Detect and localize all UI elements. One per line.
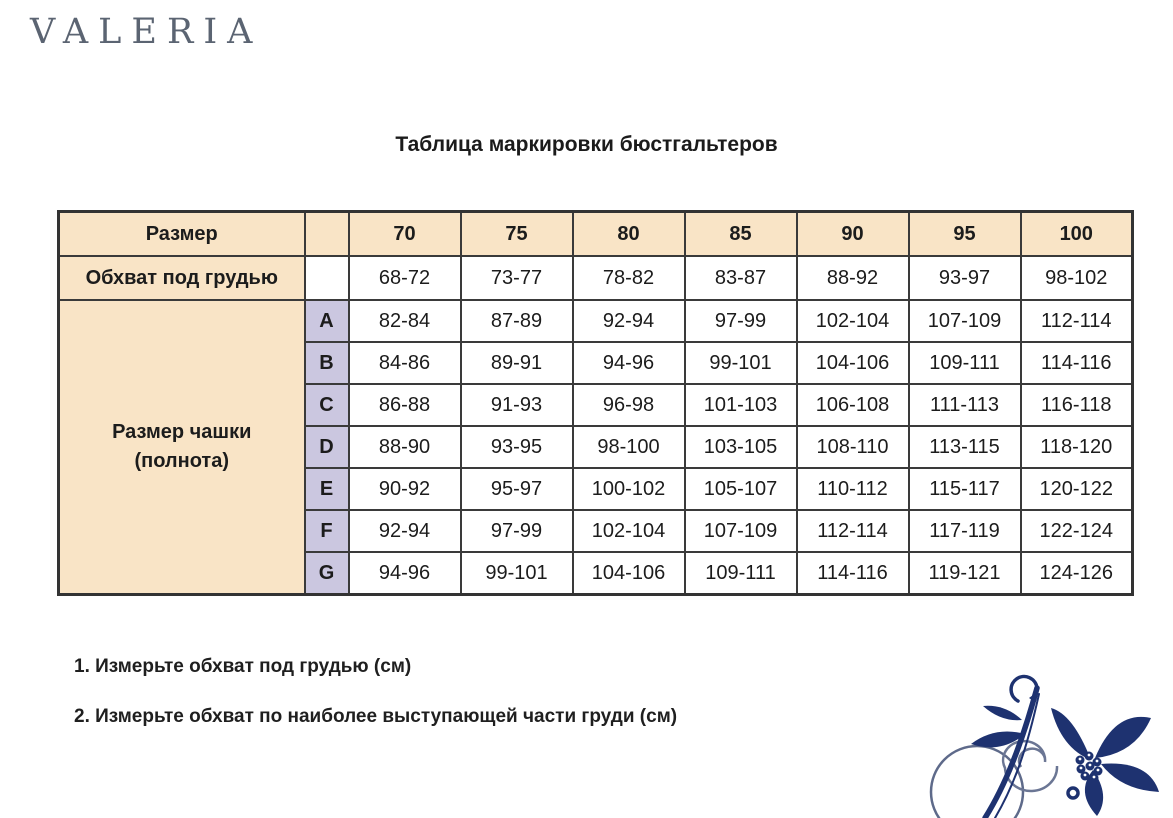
- table-cell: 107-109: [909, 300, 1021, 342]
- table-cell: 112-114: [797, 510, 909, 552]
- table-cell: 120-122: [1021, 468, 1133, 510]
- bra-size-chart-table: [57, 210, 1134, 596]
- brand-logo: VALERIA: [30, 12, 263, 52]
- cup-letter: E: [305, 468, 349, 510]
- table-cell: 106-108: [797, 384, 909, 426]
- col-header: 100: [1021, 212, 1133, 257]
- table-cell: 94-96: [573, 342, 685, 384]
- table-cell: 102-104: [797, 300, 909, 342]
- table-cell: 102-104: [573, 510, 685, 552]
- table-row-cup-a: [59, 300, 1133, 342]
- table-cell: 68-72: [349, 256, 461, 300]
- col-header: 70: [349, 212, 461, 257]
- table-cell: 78-82: [573, 256, 685, 300]
- table-row-size: [59, 212, 1133, 257]
- table-cell: 89-91: [461, 342, 573, 384]
- table-cell: 105-107: [685, 468, 797, 510]
- table-cell: 94-96: [349, 552, 461, 595]
- table-cell: 104-106: [573, 552, 685, 595]
- table-cell: 88-92: [797, 256, 909, 300]
- cup-label-line1: Размер чашки: [112, 421, 252, 443]
- table-cell: 87-89: [461, 300, 573, 342]
- table-cell: 116-118: [1021, 384, 1133, 426]
- table-cell: 97-99: [685, 300, 797, 342]
- table-cell: 99-101: [461, 552, 573, 595]
- cup-letter: B: [305, 342, 349, 384]
- table-cell: 82-84: [349, 300, 461, 342]
- table-cell: 91-93: [461, 384, 573, 426]
- table-cell: 86-88: [349, 384, 461, 426]
- table-cell: 84-86: [349, 342, 461, 384]
- table-cell: 124-126: [1021, 552, 1133, 595]
- row-header-cup-size: [59, 300, 305, 595]
- table-cell: 104-106: [797, 342, 909, 384]
- table-cell: 114-116: [1021, 342, 1133, 384]
- empty-corner-cell: [305, 212, 349, 257]
- cup-letter: C: [305, 384, 349, 426]
- row-header-size: Размер: [59, 212, 305, 257]
- table-cell: 122-124: [1021, 510, 1133, 552]
- col-header: 75: [461, 212, 573, 257]
- table-cell: 114-116: [797, 552, 909, 595]
- table-cell: 101-103: [685, 384, 797, 426]
- table-cell: 73-77: [461, 256, 573, 300]
- table-cell: 98-102: [1021, 256, 1133, 300]
- table-cell: 88-90: [349, 426, 461, 468]
- col-header: 85: [685, 212, 797, 257]
- table-cell: 95-97: [461, 468, 573, 510]
- table-cell: 112-114: [1021, 300, 1133, 342]
- table-cell: 96-98: [573, 384, 685, 426]
- instruction-step-2: 2. Измерьте обхват по наиболее выступающей части груди (см): [74, 706, 678, 727]
- table-cell: 92-94: [349, 510, 461, 552]
- table-cell: 119-121: [909, 552, 1021, 595]
- table-cell: 93-95: [461, 426, 573, 468]
- col-header: 90: [797, 212, 909, 257]
- col-header: 95: [909, 212, 1021, 257]
- table-cell: 107-109: [685, 510, 797, 552]
- instruction-step-1: 1. Измерьте обхват под грудью (см): [74, 656, 412, 677]
- table-row-underbust: [59, 256, 1133, 300]
- col-header: 80: [573, 212, 685, 257]
- floral-flourish-ornament-icon: [925, 668, 1170, 818]
- table-cell: 99-101: [685, 342, 797, 384]
- table-cell: 92-94: [573, 300, 685, 342]
- empty-cell: [305, 256, 349, 300]
- table-cell: 113-115: [909, 426, 1021, 468]
- table-cell: 111-113: [909, 384, 1021, 426]
- table-cell: 108-110: [797, 426, 909, 468]
- cup-letter: G: [305, 552, 349, 595]
- cup-letter: D: [305, 426, 349, 468]
- table-cell: 90-92: [349, 468, 461, 510]
- table-cell: 83-87: [685, 256, 797, 300]
- table-cell: 117-119: [909, 510, 1021, 552]
- table-cell: 109-111: [685, 552, 797, 595]
- table-cell: 118-120: [1021, 426, 1133, 468]
- page-title: Таблица маркировки бюстгальтеров: [395, 133, 778, 156]
- table-cell: 109-111: [909, 342, 1021, 384]
- cup-letter: A: [305, 300, 349, 342]
- cup-label-line2: (полнота): [134, 450, 230, 472]
- table-cell: 98-100: [573, 426, 685, 468]
- table-cell: 93-97: [909, 256, 1021, 300]
- table-cell: 97-99: [461, 510, 573, 552]
- table-cell: 103-105: [685, 426, 797, 468]
- row-header-underbust: Обхват под грудью: [59, 256, 305, 300]
- cup-letter: F: [305, 510, 349, 552]
- table-cell: 110-112: [797, 468, 909, 510]
- table-cell: 100-102: [573, 468, 685, 510]
- table-cell: 115-117: [909, 468, 1021, 510]
